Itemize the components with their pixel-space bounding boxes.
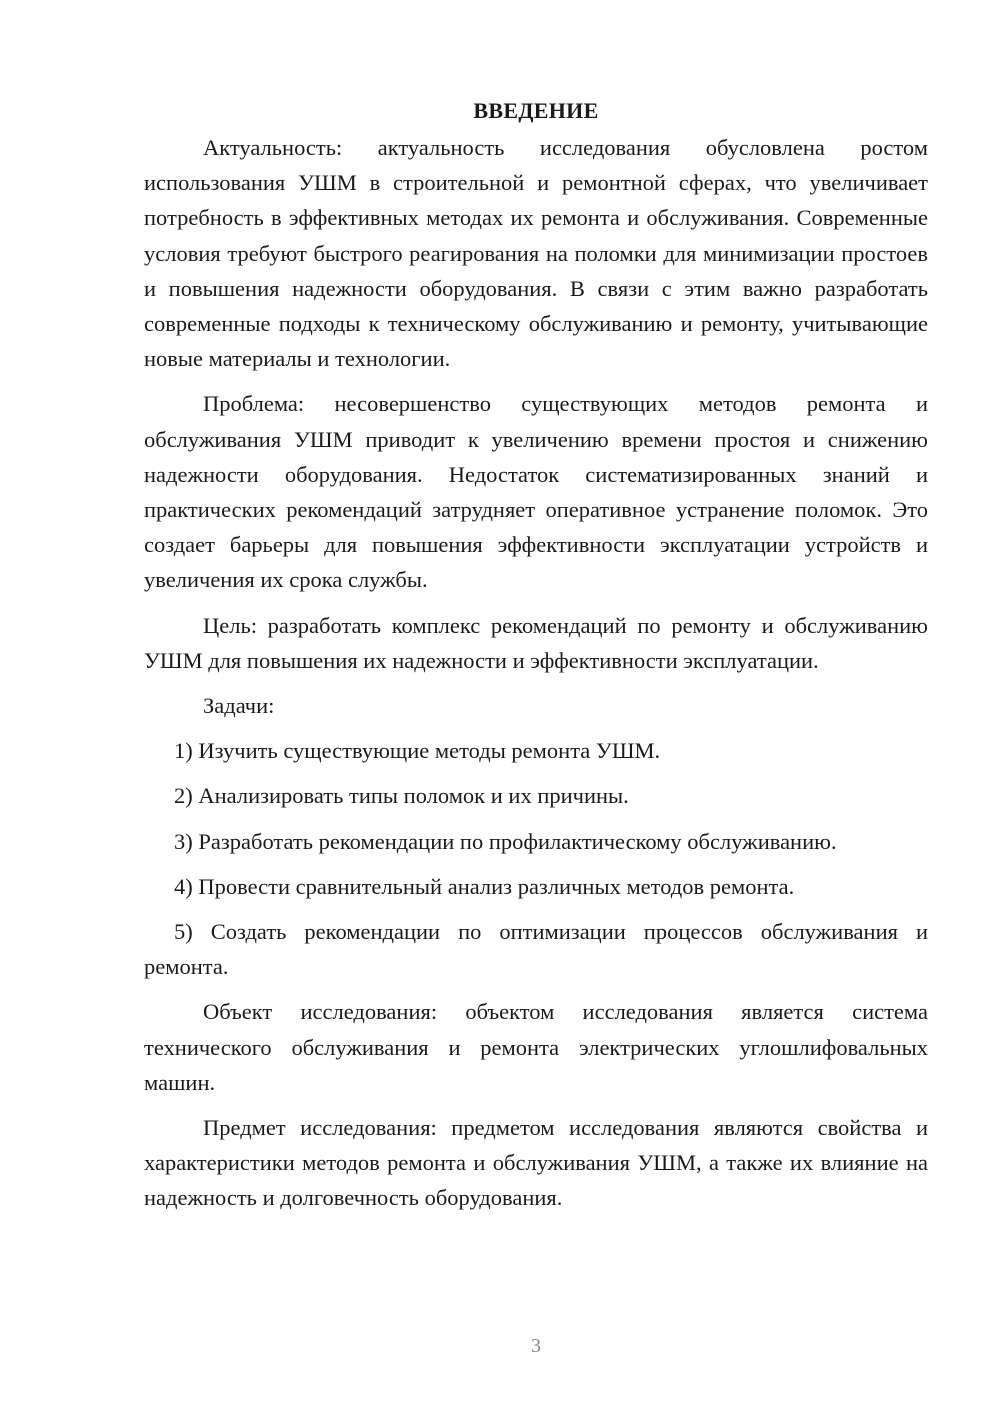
task-item-3: 3) Разработать рекомендации по профилактическому обслуживанию. xyxy=(174,828,837,854)
paragraph-goal: Цель: разработать комплекс рекомендаций по ремонту и обслуживанию УШМ для повышения их надежности и эффективности эксплуатации. xyxy=(144,612,928,673)
paragraph-subject: Предмет исследования: предметом исследования являются свойства и характеристики методов ремонта и обслуживания УШМ, а также их влияние на надежность и долговечность оборудования. xyxy=(144,1115,928,1211)
paragraph-problem: Проблема: несовершенство существующих методов ремонта и обслуживания УШМ приводит к увеличению времени простоя и снижению надежности оборудования. Недостаток систематизированных знаний и практических рекомендаций затрудняет оперативное устранение поломок. Это создает барьеры для повышения эффективности эксплуатации устройств и увеличения их срока службы. xyxy=(144,391,928,593)
task-item-5: 5) Создать рекомендации по оптимизации процессов обслуживания и ремонта. xyxy=(144,919,928,980)
paragraph-relevance: Актуальность: актуальность исследования обусловлена ростом использования УШМ в строительной и ремонтной сферах, что увеличивает потребность в эффективных методах их ремонта и обслуживания. Современные условия требуют быстрого реагирования на поломки для минимизации простоев и повышения надежности оборудования. В связи с этим важно разработать современные подходы к техническому обслуживанию и ремонту, учитывающие новые материалы и технологии. xyxy=(144,135,928,372)
document-page xyxy=(144,96,928,1226)
task-item-2: 2) Анализировать типы поломок и их причины. xyxy=(174,783,629,809)
task-item-1: 1) Изучить существующие методы ремонта УШМ. xyxy=(174,738,661,764)
tasks-heading: Задачи: xyxy=(203,693,275,719)
task-item-4: 4) Провести сравнительный анализ различных методов ремонта. xyxy=(174,873,795,899)
paragraph-object: Объект исследования: объектом исследования является система технического обслуживания и ремонта электрических углошлифовальных машин. xyxy=(144,999,928,1095)
page-title: ВВЕДЕНИЕ xyxy=(473,98,599,123)
page-number: 3 xyxy=(531,1335,541,1357)
